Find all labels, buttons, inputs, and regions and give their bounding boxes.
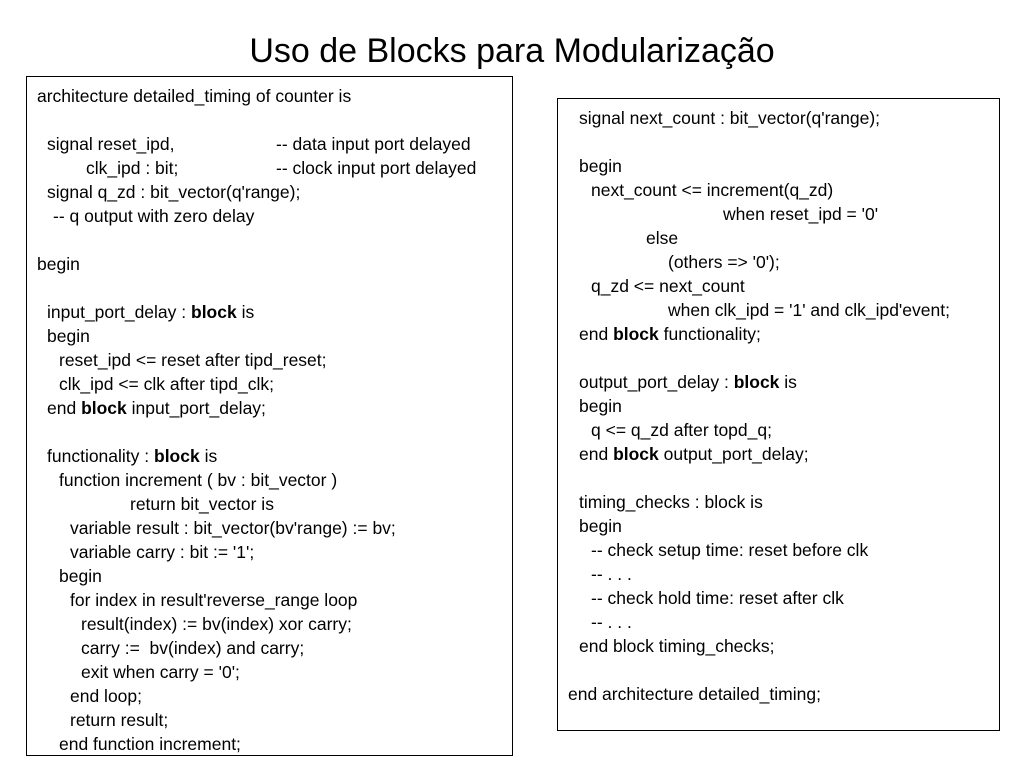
code-text: variable result : bit_vector(bv'range) := bv;: [70, 518, 396, 538]
code-text: begin: [579, 516, 622, 536]
code-comment: -- q output with zero delay: [53, 206, 255, 226]
code-line: [558, 610, 999, 634]
code-text: begin: [47, 326, 90, 346]
code-text: [579, 370, 797, 394]
code-text: begin: [579, 396, 622, 416]
code-line: [27, 324, 512, 348]
code-text-part: functionality;: [658, 324, 761, 344]
code-line: [558, 322, 999, 346]
block-keyword: block: [733, 372, 780, 392]
code-line: [27, 180, 512, 204]
code-text-part: output_port_delay;: [658, 444, 809, 464]
code-text: end loop;: [70, 686, 143, 706]
code-line: [27, 132, 512, 156]
code-line: [558, 418, 999, 442]
code-text: begin: [37, 254, 80, 274]
code-line: [558, 442, 999, 466]
code-text: reset_ipd <= reset after tipd_reset;: [59, 350, 327, 370]
code-text: variable carry : bit := '1';: [70, 542, 255, 562]
code-line: [27, 540, 512, 564]
code-line: [558, 634, 999, 658]
block-keyword: block: [613, 324, 659, 344]
code-text: [47, 444, 217, 468]
code-line: [27, 588, 512, 612]
code-line: [27, 156, 512, 180]
code-line: [27, 732, 512, 756]
code-text: clk_ipd : bit;: [86, 158, 179, 178]
code-text-part: input_port_delay;: [126, 398, 266, 418]
code-line: [558, 274, 999, 298]
code-line: [27, 300, 512, 324]
code-comment: -- check setup time: reset before clk: [591, 540, 869, 560]
blank-line: [27, 420, 512, 444]
code-text-part: is: [779, 372, 797, 392]
code-text: end block timing_checks;: [579, 636, 775, 656]
code-text: carry := bv(index) and carry;: [81, 638, 305, 658]
code-text: signal q_zd : bit_vector(q'range);: [47, 182, 301, 202]
code-text: when clk_ipd = '1' and clk_ipd'event;: [668, 300, 950, 320]
code-text: next_count <= increment(q_zd): [591, 180, 834, 200]
code-text: exit when carry = '0';: [81, 662, 240, 682]
code-line: [27, 468, 512, 492]
code-line: [27, 636, 512, 660]
code-line: [27, 708, 512, 732]
code-comment: -- clock input port delayed: [276, 158, 477, 178]
code-text-part: is: [236, 302, 255, 322]
code-line: [27, 516, 512, 540]
code-line: [558, 106, 999, 130]
code-line: [27, 372, 512, 396]
code-line: [558, 370, 999, 394]
code-line: [27, 612, 512, 636]
code-line: [558, 226, 999, 250]
code-line: [27, 348, 512, 372]
code-text: [579, 322, 761, 346]
code-text-part: is: [199, 446, 218, 466]
code-text: return bit_vector is: [130, 494, 274, 514]
code-text: signal next_count : bit_vector(q'range);: [579, 108, 881, 128]
block-keyword: block: [81, 398, 127, 418]
blank-line: [27, 228, 512, 252]
code-text: [579, 442, 809, 466]
code-line: [558, 538, 999, 562]
code-line: [27, 204, 512, 228]
code-comment: -- data input port delayed: [276, 134, 471, 154]
code-text-part: input_port_delay :: [47, 302, 191, 322]
code-text: [47, 396, 266, 420]
code-text-part: end: [579, 444, 614, 464]
block-keyword: block: [191, 302, 237, 322]
code-line: [558, 490, 999, 514]
code-text: end architecture detailed_timing;: [568, 684, 821, 704]
blank-line: [558, 466, 999, 490]
block-keyword: block: [613, 444, 659, 464]
code-text: result(index) := bv(index) xor carry;: [81, 614, 352, 634]
left-code-box: [26, 76, 513, 756]
block-keyword: block: [154, 446, 200, 466]
code-line: [558, 682, 999, 706]
code-text: begin: [59, 566, 102, 586]
code-text: else: [646, 228, 679, 248]
code-line: [27, 252, 512, 276]
code-line: [27, 684, 512, 708]
code-line: [558, 394, 999, 418]
blank-line: [27, 276, 512, 300]
code-text: for index in result'reverse_range loop: [70, 590, 358, 610]
code-text: when reset_ipd = '0': [723, 204, 879, 224]
code-text: end function increment;: [59, 734, 241, 754]
code-text: return result;: [70, 710, 169, 730]
code-line: [27, 444, 512, 468]
code-text-part: end: [579, 324, 614, 344]
code-text: q <= q_zd after topd_q;: [591, 420, 772, 440]
code-line: [558, 586, 999, 610]
code-comment: -- . . .: [591, 564, 632, 584]
code-line: [27, 492, 512, 516]
code-text-part: end: [47, 398, 82, 418]
code-text-part: output_port_delay :: [579, 372, 734, 392]
code-line: [558, 202, 999, 226]
code-text: [47, 300, 254, 324]
blank-line: [558, 658, 999, 682]
code-text-part: functionality :: [47, 446, 154, 466]
code-line: [558, 298, 999, 322]
blank-line: [558, 346, 999, 370]
code-line: [27, 564, 512, 588]
code-text: function increment ( bv : bit_vector ): [59, 470, 338, 490]
code-text: signal reset_ipd,: [47, 134, 175, 154]
code-line: [558, 562, 999, 586]
code-text: clk_ipd <= clk after tipd_clk;: [59, 374, 274, 394]
code-text: timing_checks : block is: [579, 492, 763, 512]
code-line: [27, 660, 512, 684]
blank-line: [558, 130, 999, 154]
code-comment: -- check hold time: reset after clk: [591, 588, 844, 608]
code-line: [27, 396, 512, 420]
code-line: [558, 154, 999, 178]
code-text: begin: [579, 156, 622, 176]
slide-title: Uso de Blocks para Modularização: [249, 32, 775, 70]
code-text: q_zd <= next_count: [591, 276, 745, 296]
code-line: [558, 514, 999, 538]
code-line: [558, 250, 999, 274]
code-line: [27, 84, 512, 108]
code-line: [558, 178, 999, 202]
code-comment: -- . . .: [591, 612, 632, 632]
code-text: (others => '0');: [668, 252, 780, 272]
blank-line: [27, 108, 512, 132]
right-code-box: [557, 98, 1000, 731]
code-text: architecture detailed_timing of counter is: [37, 86, 352, 106]
